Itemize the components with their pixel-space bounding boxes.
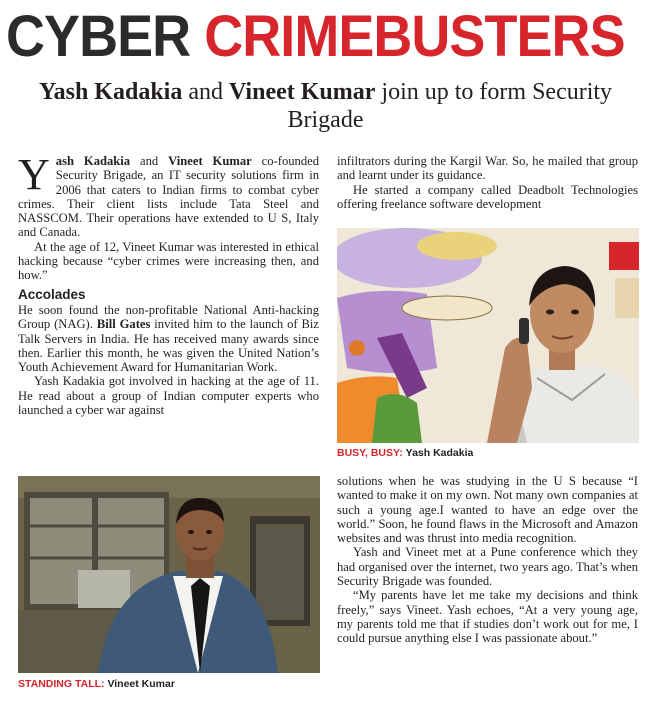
headline-word-crimebusters: CRIMEBUSTERS [204, 4, 625, 69]
accolades-bill-gates: Bill Gates [96, 317, 151, 332]
headline-word-cyber: CYBER [6, 4, 191, 69]
intro-name-vineet: Vineet Kumar [168, 154, 252, 168]
intro-and: and [130, 154, 169, 168]
intro-text: co-founded Security Brigade, an IT security solutions firm in 2006 that caters to Indian firms to combat cyber crimes. Their client lists include Tata Steel and NASSCOM. Their operations have extended to U S, Italy and Canada. [18, 154, 320, 240]
paragraph-parents-quote: “My parents have let me take my decisions and think freely,” says Vineet. Yash echoes, “At a very young age, my parents told me that if studies don’t work out for me, I could pursue anything else I was passionate about.” [337, 588, 638, 646]
article-column-1 [18, 150, 320, 418]
photo-yash-kadakia-image [337, 228, 639, 443]
caption-vineet [18, 677, 175, 691]
paragraph-us-studies: solutions when he was studying in the U S because “I wanted to make it on my own. Not many own companies at such a young age.I wanted to have an edge over the world.” Soon, he found flaws in the Microsoft and Amazon websites and was thrust into media recognition. [337, 474, 638, 546]
caption-vineet-name: Vineet Kumar [107, 678, 175, 690]
deck-rest: join up to form Security Brigade [287, 79, 613, 133]
deck-name-yash: Yash Kadakia [38, 79, 183, 105]
caption-yash-name: Yash Kadakia [405, 447, 474, 459]
deck-subheadline [20, 78, 631, 134]
photo-yash-kadakia [337, 228, 639, 443]
paragraph-vineet-age: At the age of 12, Vineet Kumar was interested in ethical hacking because “cyber crimes were increasing then, and how.” [18, 239, 319, 283]
deck-name-vineet: Vineet Kumar [228, 79, 376, 105]
paragraph-pune-conference: Yash and Vineet met at a Pune conference which they had organised over the internet, two years ago. That’s when Security Brigade was founded. [337, 545, 638, 589]
intro-name-yash: ash Kadakia [55, 154, 131, 168]
subhead-accolades: Accolades [18, 286, 86, 302]
paragraph-kargil: infiltrators during the Kargil War. So, he mailed that group and learnt under its guidance. [337, 154, 638, 183]
deck-and: and [182, 79, 229, 105]
accolades-post: invited him to the launch of Biz Talk Servers in India. He has received many awards since then. Earlier this month, he was given the United Nation’s Youth Achievement Award for Humanitarian Work. [18, 317, 320, 375]
photo-vineet-kumar [18, 476, 320, 673]
caption-vineet-label: STANDING TALL: [18, 678, 105, 690]
paragraph-deadbolt: He started a company called Deadbolt Technologies offering freelance software development [337, 182, 638, 211]
photo-vineet-kumar-image [18, 476, 320, 673]
caption-yash [337, 446, 473, 460]
headline [6, 4, 625, 70]
accolades-pre: He soon found the non-profitable National Anti-hacking Group (NAG). [18, 302, 319, 332]
article-column-3 [337, 474, 638, 646]
paragraph-accolades [18, 303, 319, 374]
drop-cap: Y [18, 150, 50, 199]
paragraph-yash-hacking: Yash Kadakia got involved in hacking at the age of 11. He read about a group of Indian computer experts who launched a cyber war against [18, 374, 319, 418]
paragraph-intro [18, 150, 320, 240]
article-column-2 [337, 154, 638, 211]
caption-yash-label: BUSY, BUSY: [337, 447, 403, 459]
